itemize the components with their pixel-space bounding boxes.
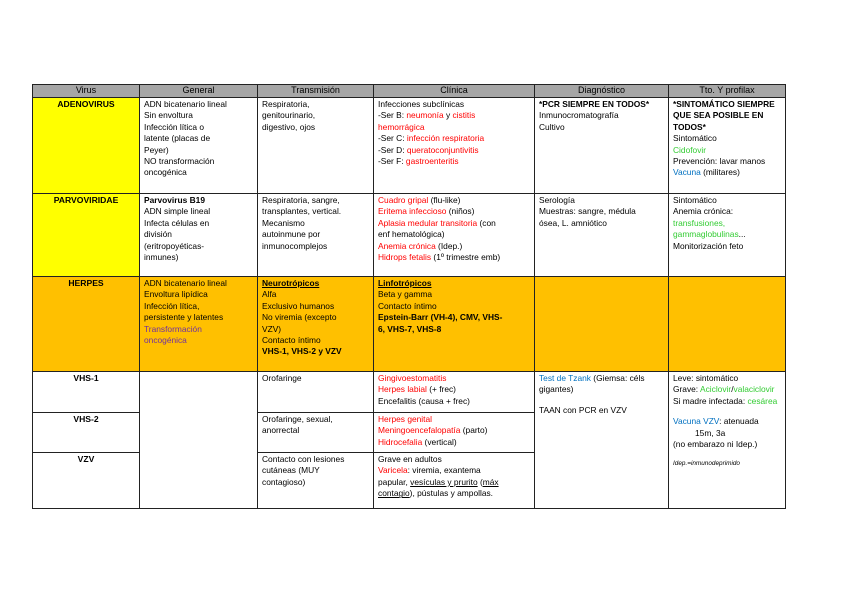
cell-general [140, 98, 258, 194]
text-line: Herpes labial (+ frec) [378, 384, 456, 395]
text-line: Cuadro gripal (flu-like) [378, 195, 461, 205]
text-line: gigantes) [539, 384, 574, 395]
text-line: Contacto íntimo [378, 300, 437, 311]
text-line: Respiratoria, sangre, [262, 195, 340, 205]
cell-clinica [374, 453, 535, 509]
text-line: persistente y latentes [144, 312, 224, 323]
text-line: Hidrocefalia (vertical) [378, 436, 457, 447]
cell-diagnostico [535, 194, 669, 277]
text-line: latente (placas de [144, 133, 211, 144]
text-line: Alfa [262, 289, 277, 300]
text-line: Cultivo [539, 121, 565, 132]
text-line: Contacto íntimo [262, 335, 321, 346]
text-line: Monitorización feto [673, 240, 744, 251]
text-line: VHS-1, VHS-2 y VZV [262, 346, 342, 357]
text-line: Beta y gamma [378, 289, 432, 300]
cell-diagnostico [535, 277, 669, 372]
text-line: Parvovirus B19 [144, 195, 205, 205]
text-line: TAAN con PCR en VZV [539, 404, 627, 415]
cell-diagnostico [535, 372, 669, 509]
virus-name: ADENOVIRUS [33, 98, 140, 194]
text-line: contagioso) [262, 476, 306, 487]
text-line: Orofaringe [262, 373, 302, 383]
cell-transmision [258, 453, 374, 509]
cell-transmision [258, 413, 374, 453]
text-line: Infección lítica o [144, 121, 205, 132]
cell-tto [669, 194, 786, 277]
header-tto: Tto. Y profilax [669, 85, 786, 98]
text-line: Neurotrópicos [262, 278, 320, 288]
text-line: Grave: Aciclovir/valaciclovir [673, 384, 775, 395]
cell-general [140, 194, 258, 277]
text-line: -Ser C: infección respiratoria [378, 133, 485, 144]
cell-clinica [374, 98, 535, 194]
text-line: transfusiones, [673, 217, 726, 228]
text-line: Si madre infectada: cesárea [673, 395, 778, 406]
text-line: enf hematológica) [378, 229, 445, 240]
text-line: *PCR SIEMPRE EN TODOS* [539, 99, 650, 109]
text-line: ADN bicatenario lineal [144, 278, 227, 288]
text-line: Mecanismo [262, 217, 305, 228]
text-line: Herpes genital [378, 414, 433, 424]
text-line: Grave en adultos [378, 454, 442, 464]
row-adenovirus [33, 98, 786, 194]
text-line: Prevención: lavar manos [673, 156, 766, 167]
text-line: Sintomático [673, 133, 717, 144]
cell-diagnostico [535, 98, 669, 194]
header-virus: Virus [33, 85, 140, 98]
cell-tto [669, 372, 786, 509]
spacer [539, 396, 664, 405]
text-line: Leve: sintomático [673, 373, 739, 383]
text-line: gammaglobulinas... [673, 229, 746, 240]
text-line: hemorrágica [378, 121, 425, 132]
text-line: QUE SEA POSIBLE EN TODOS* [673, 110, 764, 132]
text-line: No viremia (excepto [262, 312, 337, 323]
row-herpes [33, 277, 786, 372]
text-line: ADN bicatenario lineal [144, 99, 227, 109]
text-line: Anemia crónica: [673, 206, 734, 217]
text-line: Infecciones subclínicas [378, 99, 465, 109]
text-line: Respiratoria, [262, 99, 310, 109]
text-line: Hidrops fetalis (1º trimestre emb) [378, 252, 501, 263]
text-line: Contacto con lesiones [262, 454, 345, 464]
text-line: Sintomático [673, 195, 717, 205]
text-line: ósea, L. amniótico [539, 217, 607, 228]
text-line: Envoltura lipídica [144, 289, 208, 300]
spacer [673, 407, 781, 416]
virus-name: VHS-2 [33, 413, 140, 453]
cell-tto [669, 277, 786, 372]
text-line: ADN simple lineal [144, 206, 211, 217]
text-line: papular, vesículas y prurito (máx [378, 476, 499, 487]
text-line: Muestras: sangre, médula [539, 206, 636, 217]
cell-transmision [258, 98, 374, 194]
text-line: anorrectal [262, 425, 300, 436]
text-line: Serología [539, 195, 575, 205]
text-line: Aplasia medular transitoria (con [378, 217, 496, 228]
virus-table [32, 84, 786, 509]
text-line: oncogénica [144, 335, 187, 346]
cell-clinica [374, 413, 535, 453]
text-line: Varicela: viremia, exantema [378, 465, 481, 476]
text-line: autoinmune por [262, 229, 321, 240]
header-diagnostico: Diagnóstico [535, 85, 669, 98]
text-line: Epstein-Barr (VH-4), CMV, VHS- [378, 312, 503, 323]
text-line: contagio), pústulas y ampollas. [378, 488, 493, 499]
cell-transmision [258, 194, 374, 277]
virus-name: HERPES [33, 277, 140, 372]
spacer [673, 450, 781, 459]
text-line: (eritropoyéticas- [144, 240, 205, 251]
cell-clinica [374, 277, 535, 372]
text-line: Eritema infeccioso (niños) [378, 206, 475, 217]
header-row [33, 85, 786, 98]
text-line: Anemia crónica (Idep.) [378, 240, 463, 251]
header-transmision: Transmisión [258, 85, 374, 98]
text-line: Test de Tzank (Giemsa: céls [539, 373, 645, 383]
cell-clinica [374, 194, 535, 277]
header-general: General [140, 85, 258, 98]
text-line: inmunes) [144, 252, 179, 263]
text-line: Vacuna (militares) [673, 167, 740, 178]
text-line: Transformación [144, 323, 202, 334]
virus-name: VHS-1 [33, 372, 140, 413]
text-line: Cidofovir [673, 144, 707, 155]
text-line: oncogénica [144, 167, 187, 178]
cell-clinica [374, 372, 535, 413]
header-clinica: Clínica [374, 85, 535, 98]
row-vhs1 [33, 372, 786, 413]
text-line: Encefalitis (causa + frec) [378, 395, 470, 406]
text-line: VZV) [262, 323, 282, 334]
text-line: Infecta células en [144, 217, 210, 228]
cell-general [140, 372, 258, 509]
text-line: Exclusivo humanos [262, 300, 335, 311]
cell-transmision [258, 372, 374, 413]
text-line: *SINTOMÁTICO SIEMPRE [673, 99, 775, 109]
text-line: división [144, 229, 172, 240]
text-line: 6, VHS-7, VHS-8 [378, 323, 442, 334]
text-line: Gingivoestomatitis [378, 373, 447, 383]
text-line: genitourinario, [262, 110, 316, 121]
text-line: -Ser F: gastroenteritis [378, 156, 459, 167]
virus-name: PARVOVIRIDAE [33, 194, 140, 277]
text-line: Sin envoltura [144, 110, 193, 121]
text-line: -Ser B: neumonía y cistitis [378, 110, 476, 121]
text-line: Orofaringe, sexual, [262, 414, 333, 424]
cell-transmision [258, 277, 374, 372]
text-line: transplantes, vertical. [262, 206, 342, 217]
text-line: NO transformación [144, 156, 215, 167]
text-line: inmunocomplejos [262, 240, 328, 251]
text-line: Vacuna VZV: atenuada [673, 416, 759, 427]
cell-general [140, 277, 258, 372]
text-line: Infección lítica, [144, 300, 200, 311]
text-line: digestivo, ojos [262, 121, 316, 132]
text-line: (no embarazo ni Idep.) [673, 439, 758, 450]
text-line: 15m, 3a [695, 427, 726, 438]
text-line: Idep.=inmunodeprimido [673, 460, 740, 468]
text-line: cutáneas (MUY [262, 465, 320, 476]
text-line: -Ser D: queratoconjuntivitis [378, 144, 479, 155]
text-line: Inmunocromatografía [539, 110, 619, 121]
virus-name: VZV [33, 453, 140, 509]
cell-tto [669, 98, 786, 194]
text-line: Meningoencefalopatía (parto) [378, 425, 488, 436]
text-line: Peyer) [144, 144, 169, 155]
row-parvoviridae [33, 194, 786, 277]
text-line: Linfotrópicos [378, 278, 432, 288]
